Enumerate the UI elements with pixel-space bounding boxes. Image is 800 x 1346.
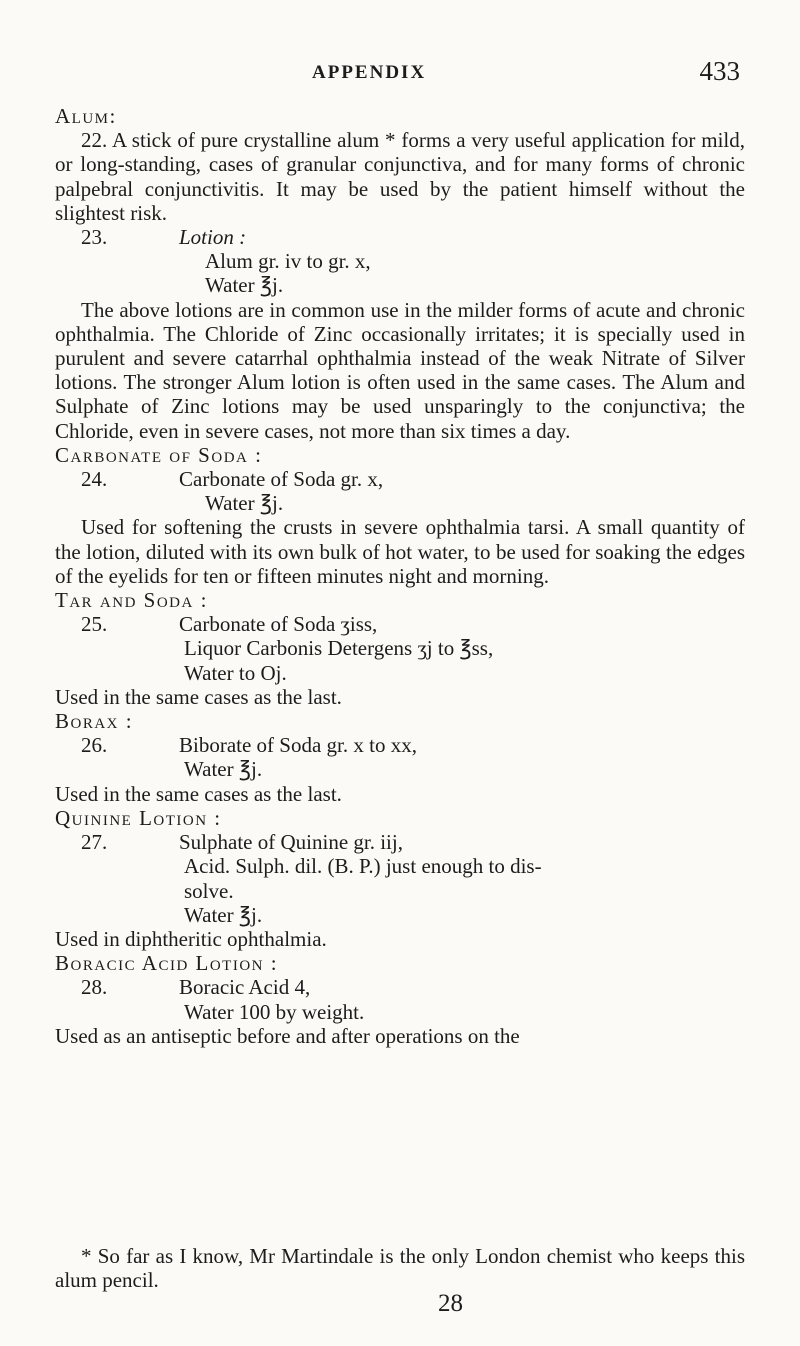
paragraph-22: 22. A stick of pure crystalline alum * forms a very useful application for mild, or long-standing, cases of granular conjunctiva, and for many forms of chronic palpebral conjunctivitis. It may be used by the patient himself without the slightest risk. bbox=[55, 128, 745, 225]
recipe-27 bbox=[55, 830, 745, 854]
section-heading-boracic: Boracic Acid Lotion : bbox=[55, 951, 279, 976]
paragraph-25: Used in the same cases as the last. bbox=[55, 684, 342, 709]
recipe-ingredient: Water to Oj. bbox=[184, 660, 287, 685]
recipe-ingredient: Alum gr. iv to gr. x, bbox=[205, 249, 371, 274]
footnote-text: * So far as I know, Mr Martindale is the only London chemist who keeps this alum pencil. bbox=[55, 1244, 745, 1293]
recipe-28 bbox=[55, 975, 745, 999]
recipe-ingredient: Carbonate of Soda ʒiss, bbox=[179, 612, 378, 637]
recipe-ingredient: Biborate of Soda gr. x to xx, bbox=[179, 733, 417, 758]
recipe-number: 26. bbox=[81, 733, 108, 758]
paragraph-26: Used in the same cases as the last. bbox=[55, 781, 342, 806]
recipe-ingredient: Water ℥j. bbox=[205, 491, 284, 516]
recipe-number: 25. bbox=[81, 612, 108, 637]
recipe-title: Lotion : bbox=[179, 225, 247, 250]
running-title: APPENDIX bbox=[312, 62, 427, 83]
recipe-ingredient: Water ℥j. bbox=[184, 902, 263, 927]
signature-mark: 28 bbox=[438, 1290, 463, 1317]
recipe-ingredient: Water ℥j. bbox=[184, 757, 263, 782]
paragraph-27: Used in diphtheritic ophthalmia. bbox=[55, 926, 327, 951]
recipe-ingredient: Acid. Sulph. dil. (B. P.) just enough to dis- bbox=[184, 854, 542, 879]
recipe-26 bbox=[55, 733, 745, 757]
recipe-ingredient: Water ℥j. bbox=[205, 273, 284, 298]
section-heading-carbonate: Carbonate of Soda : bbox=[55, 442, 263, 467]
recipe-number: 24. bbox=[81, 467, 108, 492]
section-heading-quinine: Quinine Lotion : bbox=[55, 805, 222, 830]
recipe-number: 23. bbox=[81, 225, 108, 250]
section-heading-alum: Alum: bbox=[55, 104, 117, 128]
recipe-ingredient: Water 100 by weight. bbox=[184, 999, 365, 1024]
recipe-ingredient: Liquor Carbonis Detergens ʒj to ℥ss, bbox=[184, 636, 494, 661]
recipe-25 bbox=[55, 612, 745, 636]
paragraph-23: The above lotions are in common use in the milder forms of acute and chronic ophthalmia. The Chloride of Zinc occasionally irritates; it is specially used in purulent and severe catarrhal ophthalmia instead of the weak Nitrate of Silver lotions. The stronger Alum lotion is often used in the same cases. The Alum and Sulphate of Zinc lotions may be used unsparingly to the conjunctiva; the Chloride, even in severe cases, not more than six times a day. bbox=[55, 297, 745, 443]
page-number: 433 bbox=[699, 56, 740, 86]
recipe-24 bbox=[55, 467, 745, 491]
section-heading-borax: Borax : bbox=[55, 709, 134, 734]
footnote bbox=[55, 1244, 745, 1292]
recipe-ingredient: Boracic Acid 4, bbox=[179, 975, 311, 1000]
recipe-number: 28. bbox=[81, 975, 108, 1000]
recipe-ingredient: solve. bbox=[184, 878, 234, 903]
paragraph-28: Used as an antiseptic before and after operations on the bbox=[55, 1023, 520, 1048]
running-head bbox=[0, 56, 800, 88]
section-heading-tar: Tar and Soda : bbox=[55, 588, 208, 613]
recipe-ingredient: Carbonate of Soda gr. x, bbox=[179, 467, 384, 492]
body-text bbox=[55, 104, 745, 1048]
recipe-number: 27. bbox=[81, 830, 108, 855]
recipe-ingredient: Sulphate of Quinine gr. iij, bbox=[179, 830, 403, 855]
recipe-23 bbox=[55, 225, 745, 249]
paragraph-24: Used for softening the crusts in severe ophthalmia tarsi. A small quantity of the lotion, diluted with its own bulk of hot water, to be used for soaking the edges of the eyelids for ten or fifteen minutes night and morning. bbox=[55, 515, 745, 588]
